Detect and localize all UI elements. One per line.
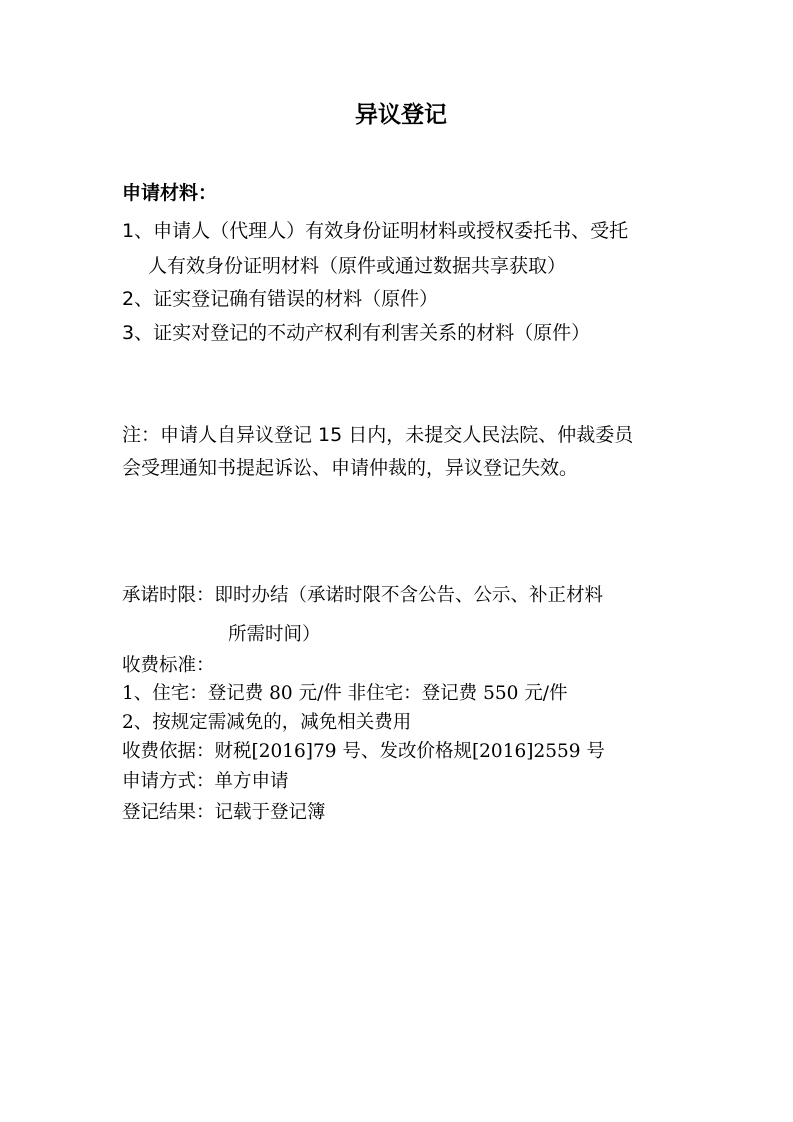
- fee-heading: 收费标准：: [122, 655, 215, 676]
- note-line-1: 注：申请人自异议登记 15 日内，未提交人民法院、仲裁委员: [122, 424, 634, 446]
- promise-time-line-1: 承诺时限：即时办结（承诺时限不含公告、公示、补正材料: [122, 585, 604, 606]
- material-item-1: 1、申请人（代理人）有效身份证明材料或授权委托书、受托: [122, 220, 629, 242]
- apply-method: 申请方式：单方申请: [122, 771, 289, 792]
- fee-basis: 收费依据：财税[2016]79 号、发改价格规[2016]2559 号: [122, 741, 605, 762]
- fee-item-2: 2、按规定需减免的，减免相关费用: [122, 712, 412, 733]
- note-line-2: 会受理通知书提起诉讼、申请仲裁的，异议登记失效。: [122, 457, 579, 479]
- material-item-2: 2、证实登记确有错误的材料（原件）: [122, 288, 439, 310]
- material-item-3: 3、证实对登记的不动产权利有利害关系的材料（原件）: [122, 322, 591, 344]
- fee-item-1: 1、住宅：登记费 80 元/件 非住宅：登记费 550 元/件: [122, 683, 568, 704]
- promise-time-line-2: 所需时间）: [228, 624, 321, 645]
- document-title: 异议登记: [355, 102, 447, 128]
- material-item-1-continued: 人有效身份证明材料（原件或通过数据共享获取）: [148, 255, 567, 277]
- materials-heading: 申请材料：: [122, 182, 218, 204]
- registration-result: 登记结果：记载于登记簿: [122, 802, 326, 823]
